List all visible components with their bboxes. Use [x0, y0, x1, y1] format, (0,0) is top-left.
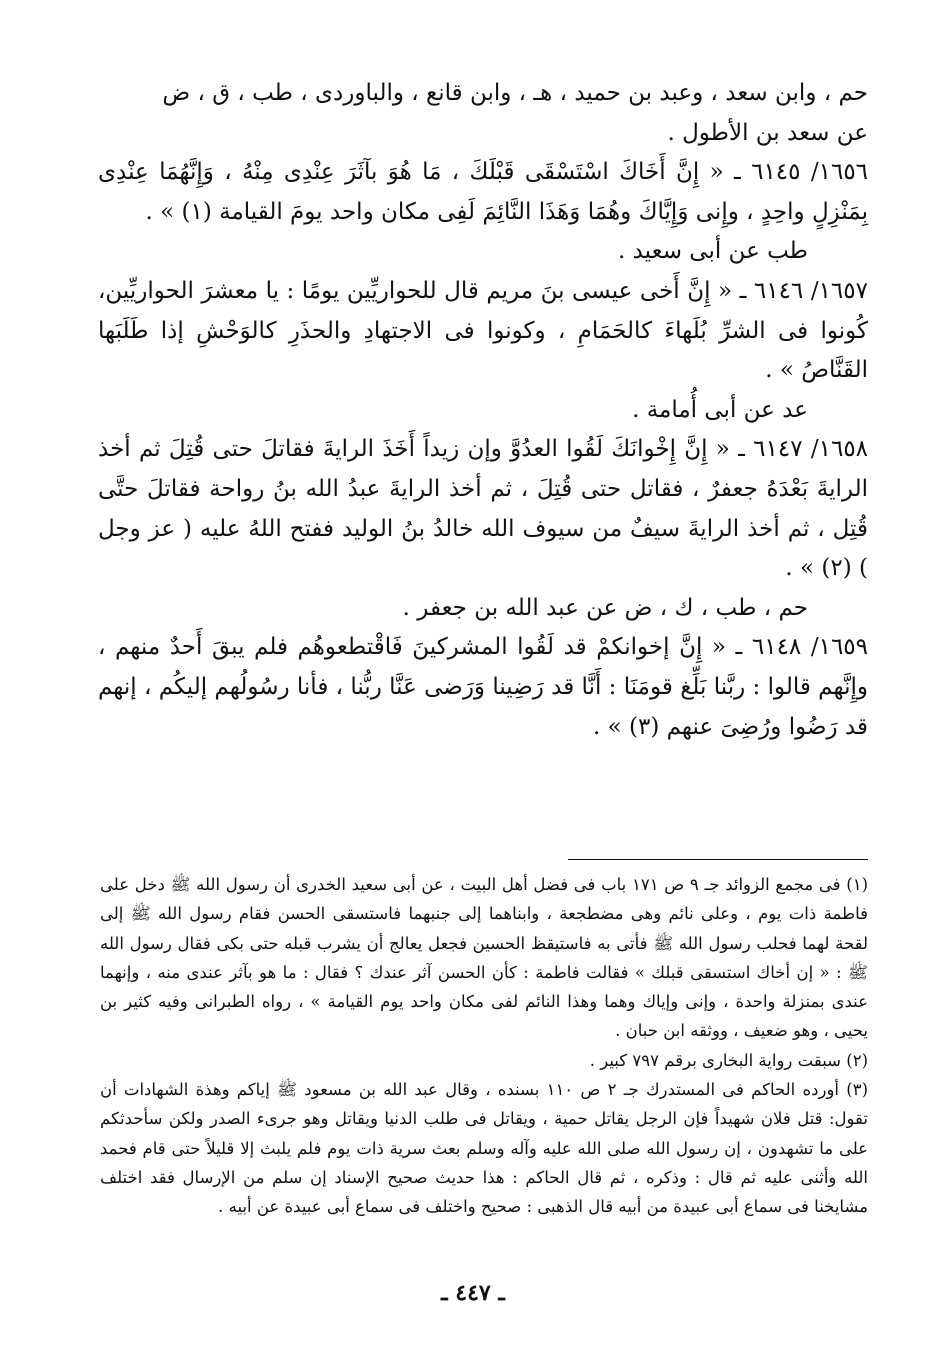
hadith-entry [98, 628, 868, 747]
hadith-text: ـ « إِنَّ إِخْوانَكَ لَقُوا العدُوَّ وإن زيداً أَخَذَ الرايةَ فقاتلَ حتى قُتِلَ ثم أخذ الرايةَ بَعْدَهُ جعفرٌ ، فقاتل حتى قُتِلَ ، ثم أخذ الرايةَ عبدُ الله بنُ رواحة فقاتلَ حتَّى قُتِل ، ثم أخذ الرايةَ سيفٌ من سيوف الله خالدُ بنُ الوليد ففتح اللهُ عليه ( عز وجل ) (٢) » . [98, 436, 868, 582]
main-text [98, 74, 868, 747]
hadith-entry [98, 153, 868, 232]
hadith-text: ـ « إِنَّ أَخى عيسى بنَ مريم قال للحواريِّين يومًا : يا معشرَ الحواريِّين، كُونوا فى الشرِّ بُلَهاءَ كالحَمَامِ ، وكونوا فى الاجتهادِ والحذَرِ كالوَحْشِ إذا طَلَبَها القَنَّاصُ » . [98, 277, 868, 384]
hadith-source: حم ، طب ، ك ، ض عن عبد الله بن جعفر . [402, 594, 808, 621]
hadith-text: ـ « إِنَّ إخوانكمْ قد لَقُوا المشركينَ فَاقْتطعوهُم فلم يبقَ أَحدٌ منهم ، وإِنَّهم قالوا : ربَّنا بَلِّغ قومَنَا : أَنَّا قد رَضِينا وَرَضى عَنَّا ربُّنا ، فأنا رسُولُهم إليكُم ، إنهم قد رَضُوا ورُضِىَ عنهم (٣) » . [98, 634, 868, 740]
hadith-entry [98, 430, 868, 588]
footnote: (١) فى مجمع الزوائد جـ ٩ ص ١٧١ باب فى فضل أهل البيت ، عن أبى سعيد الخدرى أن رسول الله ﷺ دخل على فاطمة ذات يوم ، وعلى نائم وهى مضطجعة ، وابناهما إلى جنبهما فاستسقى الحسن فقام رسول الله ﷺ إلى لقحة لهما فحلب رسول الله ﷺ فأتى به فاستيقظ الحسين فجعل يعالج أن يشرب قبله حتى بكى فقال رسول الله ﷺ : « إن أخاك استسقى قبلك » فقالت فاطمة : كأن الحسن آثر عندك ؟ فقال : ما هو بآثر عندى منه ، وإنهما عندى بمنزلة واحدة ، وإنى وإياك وهما وهذا النائم لفى مكان واحد يوم القيامة » ، رواه الطبرانى وفيه كثير بن يحيى ، وهو ضعيف ، ووثقه ابن حبان . [100, 875, 868, 1041]
hadith-source: طب عن أبى سعيد . [617, 238, 808, 265]
footnote: (٣) أورده الحاكم فى المستدرك جـ ٢ ص ١١٠ بسنده ، وقال عبد الله بن مسعود ﷺ إياكم وهذة الشهادات أن تقول: قتل فلان شهيداً فإن الرجل يقاتل حمية ، ويقاتل فى طلب الدنيا ويقاتل وهو جرىء الصدر ولكن سأحدثكم على ما تشهدون ، إن رسول الله صلى الله عليه وآله وسلم بعث سرية ذات يوم فلم يلبث إلا قليلاً حتى قام فحمد الله وأثنى عليه ثم قال : وذكره ، ثم قال الحاكم : هذا حديث صحيح الإسناد إن سلم من الإرسال فقد اختلف مشايخنا فى سماع أبى عبيدة من أبيه قال الذهبى : صحيح واختلف فى سماع أبى عبيدة عن أبيه . [100, 1080, 868, 1217]
hadith-number: ١٦٥٩/ ٦١٤٨ [751, 634, 869, 661]
footnote: (٢) سبقت رواية البخارى برقم ٧٩٧ كبير . [589, 1050, 868, 1070]
footnotes [100, 870, 868, 1222]
hadith-number: ١٦٥٧/ ٦١٤٦ [753, 277, 868, 304]
intro-line-2: عن سعد بن الأطول . [667, 119, 868, 146]
footnote-divider [568, 859, 868, 860]
hadith-text: ـ « إِنَّ أَخَاكَ اسْتَسْقَى قَبْلَكَ ، مَا هُوَ بآثَرَ عِنْدِى مِنْهُ ، وَإِنَّهُمَا عِنْدِى بِمَنْزِلٍ واحِدٍ ، وإِنى وَإِيَّاكَ وهُمَا وَهَذَا النَّائِمَ لَفِى مكان واحد يومَ القيامة (١) » . [98, 159, 868, 225]
page-number: ـ ٤٤٧ ـ [441, 1280, 505, 1306]
hadith-number: ١٦٥٨/ ٦١٤٧ [753, 436, 869, 463]
hadith-number: ١٦٥٦/ ٦١٤٥ [751, 159, 869, 186]
hadith-entry [98, 272, 868, 391]
intro-line-1: حم ، وابن سعد ، وعبد بن حميد ، هـ ، وابن قانع ، والباوردى ، طب ، ق ، ض [162, 80, 868, 106]
hadith-source: عد عن أبى أُمامة . [632, 396, 808, 423]
